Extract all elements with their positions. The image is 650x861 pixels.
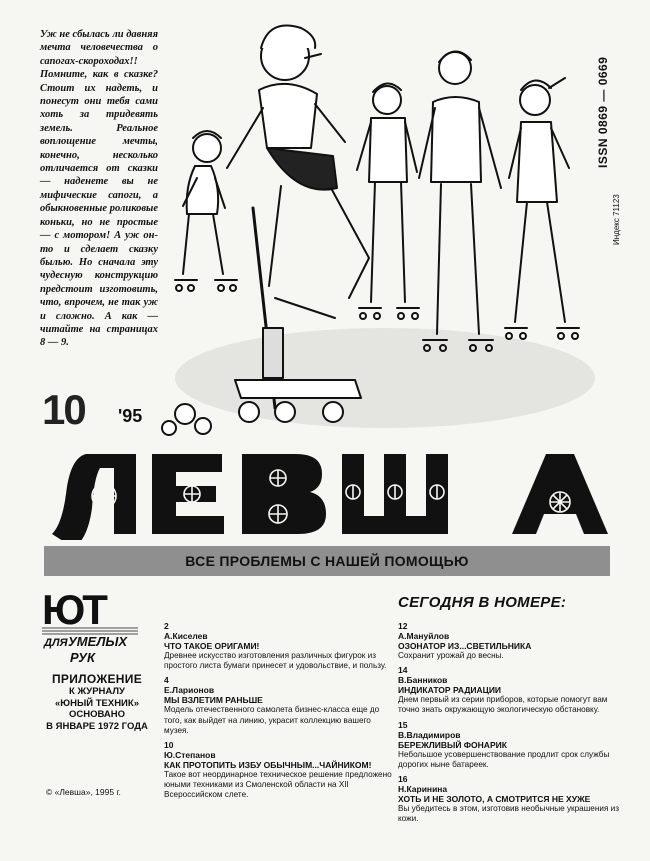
article-page: 4: [164, 675, 169, 686]
article-title[interactable]: ИНДИКАТОР РАДИАЦИИ: [398, 685, 502, 696]
article-item: [398, 720, 630, 770]
article-author: А.Мануйлов: [398, 631, 450, 641]
issn-block: [596, 40, 626, 170]
supplement-info: [42, 672, 152, 732]
kid-girl-figure: [505, 78, 579, 339]
article-title[interactable]: МЫ ВЗЛЕТИМ РАНЬШЕ: [164, 695, 263, 706]
contents-right-column: [398, 621, 630, 828]
yut-logo-letters: ЮТ: [42, 586, 106, 633]
article-description: Сохранит урожай до весны.: [398, 651, 504, 660]
article-title[interactable]: КАК ПРОТОПИТЬ ИЗБУ ОБЫЧНЫМ...ЧАЙНИКОМ!: [164, 760, 372, 771]
article-author: Е.Ларионов: [164, 685, 215, 696]
article-description: Древнее искусство изготовления различных фигурок из простого листа бумаги принесет и удовольствие, и пользу.: [164, 651, 387, 671]
article-page: 2: [164, 621, 169, 631]
supplement-line1: ПРИЛОЖЕНИЕ: [52, 672, 142, 686]
article-page: 16: [398, 774, 408, 785]
article-page: 10: [164, 740, 174, 751]
article-page: 12: [398, 621, 408, 631]
article-description: Модель отечественного самолета бизнес-класса еще до того, как выйдет на линию, украсит коллекцию вашего музея.: [164, 705, 380, 735]
supplement-line3: «ЮНЫЙ ТЕХНИК»: [55, 697, 139, 709]
article-description: Небольшое усовершенствование продлит срок службы дорогих ныне батареек.: [398, 749, 610, 769]
article-author: Н.Каринина: [398, 784, 448, 795]
cover-illustration: [155, 18, 595, 448]
supplement-line4: ОСНОВАНО: [69, 709, 125, 720]
article-description: Такое вот неординарное техническое решение предложено юными техниками из Смоленской области на XII Всероссийском слете.: [164, 770, 392, 800]
article-title[interactable]: БЕРЕЖЛИВЫЙ ФОНАРИК: [398, 739, 507, 750]
article-item: [398, 621, 630, 661]
article-title[interactable]: ЧТО ТАКОЕ ОРИГАМИ!: [164, 641, 260, 651]
kid-tall-figure: [419, 51, 501, 351]
article-item: [164, 621, 396, 671]
article-item: [164, 675, 396, 736]
issue-number: [42, 386, 162, 436]
index-text: Индекс 71123: [612, 194, 621, 245]
issn-text: ISSN 0869 — 0669: [596, 56, 610, 168]
in-this-issue-title: СЕГОДНЯ В НОМЕРЕ:: [398, 594, 567, 611]
article-page: 14: [398, 665, 408, 676]
contents-left-column: [164, 621, 396, 805]
copyright: © «Левша», 1995 г.: [46, 787, 121, 797]
yut-logo: [42, 584, 142, 666]
article-item: [398, 774, 630, 824]
issue-year: '95: [118, 406, 143, 426]
article-author: В.Владимиров: [398, 729, 461, 740]
yut-logo-sub2: УМЕЛЫХ: [68, 634, 128, 649]
index-block: [612, 175, 626, 255]
supplement-line2: К ЖУРНАЛУ: [69, 686, 125, 697]
masthead-logo: [42, 448, 612, 540]
article-description: Днем первый из серии приборов, которые помогут вам точно знать окружающую экологическую обстановку.: [398, 695, 608, 715]
article-item: [164, 740, 396, 801]
article-author: Ю.Степанов: [164, 750, 216, 761]
article-title[interactable]: ХОТЬ И НЕ ЗОЛОТО, А СМОТРИТСЯ НЕ ХУЖЕ: [398, 794, 591, 805]
supplement-line5: В ЯНВАРЕ 1972 ГОДА: [46, 720, 148, 732]
article-author: А.Киселев: [164, 631, 208, 641]
kid-left-figure: [175, 131, 237, 291]
article-item: [398, 665, 630, 715]
kid-middle-figure: [357, 83, 419, 319]
yut-logo-sub3: РУК: [70, 650, 95, 665]
article-page: 15: [398, 719, 408, 730]
article-title[interactable]: ОЗОНАТОР ИЗ...СВЕТИЛЬНИКА: [398, 641, 532, 651]
article-description: Вы убедитесь в этом, изготовив необычные украшения из кожи.: [398, 804, 619, 824]
intro-text: Уж не сбылась ли давняя мечта человечества о сапогах-скороходах!! Помните, как в сказке? Стоит их надеть, и понесут они тебя сами хоть за тридевять земель. Реальное воплощение мечты, конечно, несколько отличается от сказки — наденете вы не мифические сапоги, а обыкновенные роликовые коньки, но не простые — с мотором! А уж он-то и сделает сказку былью. Но сначала эту чудесную конструкцию предстоит изготовить, что, впрочем, не так уж и сложно. А как — читайте на страницах 8 — 9.: [40, 29, 158, 349]
issue-number-value: 10: [42, 386, 85, 433]
article-author: В.Банников: [398, 675, 448, 686]
masthead-title: ЛЕВША: [42, 448, 46, 449]
slogan-banner: ВСЕ ПРОБЛЕМЫ С НАШЕЙ ПОМОЩЬЮ: [44, 546, 610, 576]
yut-logo-sub1: ДЛЯ: [44, 637, 68, 649]
